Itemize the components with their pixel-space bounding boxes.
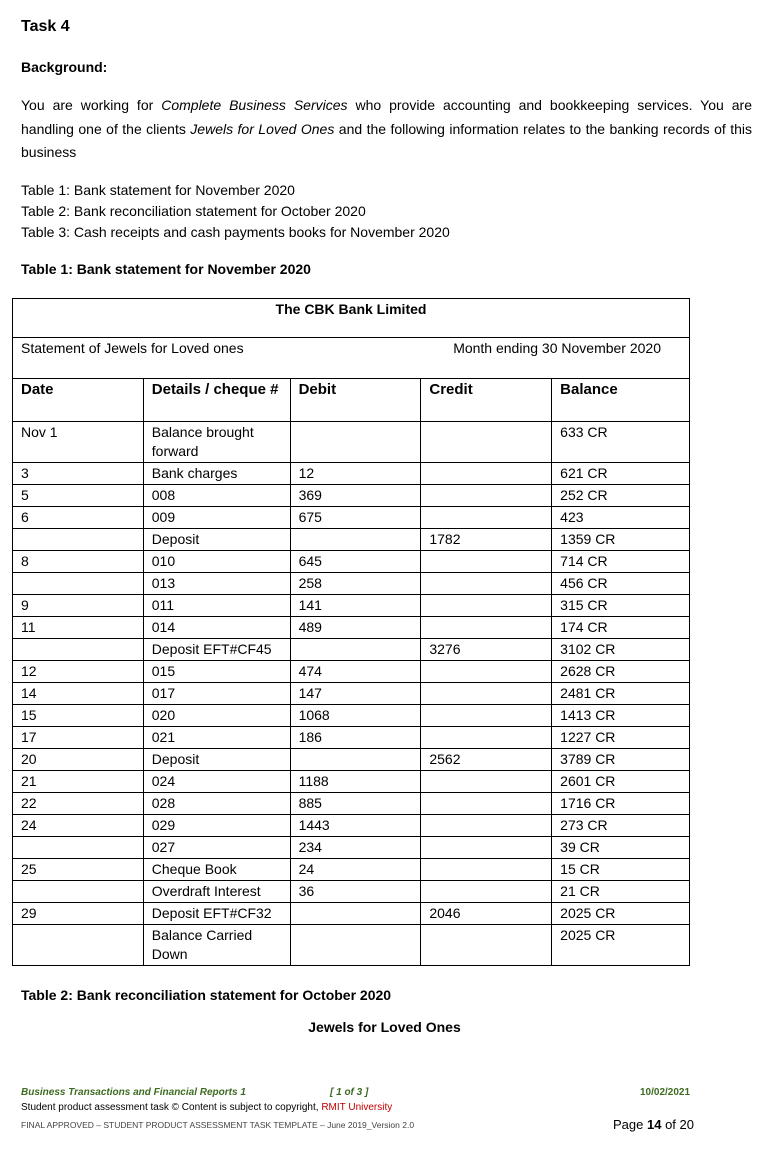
table-cell (290, 925, 421, 966)
table-list (21, 180, 450, 243)
table-cell: 8 (13, 551, 144, 573)
table-cell: 273 CR (552, 815, 690, 837)
table-row (13, 815, 690, 837)
column-header: Date (13, 379, 144, 422)
table-cell: 9 (13, 595, 144, 617)
table-cell (421, 859, 552, 881)
table-cell: 027 (143, 837, 290, 859)
table-cell: Deposit EFT#CF32 (143, 903, 290, 925)
table-cell: 1413 CR (552, 705, 690, 727)
table-cell: 24 (290, 859, 421, 881)
table-list-item: Table 1: Bank statement for November 2020 (21, 182, 295, 198)
table-cell: Bank charges (143, 463, 290, 485)
table-cell (421, 925, 552, 966)
table-cell: Deposit EFT#CF45 (143, 639, 290, 661)
table-cell: 315 CR (552, 595, 690, 617)
table-cell (421, 815, 552, 837)
table-cell: Overdraft Interest (143, 881, 290, 903)
table-cell: Nov 1 (13, 422, 144, 463)
table-cell: 1443 (290, 815, 421, 837)
table-row (13, 705, 690, 727)
table-cell (421, 683, 552, 705)
table-cell (13, 881, 144, 903)
table-cell (421, 507, 552, 529)
table-cell (421, 573, 552, 595)
table-cell: 885 (290, 793, 421, 815)
table-cell: 5 (13, 485, 144, 507)
table-cell: 234 (290, 837, 421, 859)
table-cell: 029 (143, 815, 290, 837)
table-cell: 1782 (421, 529, 552, 551)
table-cell: 39 CR (552, 837, 690, 859)
table-cell: 25 (13, 859, 144, 881)
table-row (13, 771, 690, 793)
task-title: Task 4 (21, 18, 70, 35)
table1-title: Table 1: Bank statement for November 2020 (21, 261, 311, 277)
table-cell: Balance brought forward (143, 422, 290, 463)
table-row (13, 463, 690, 485)
page-number: Page 14 of 20 (613, 1117, 694, 1132)
table-row (13, 727, 690, 749)
table-cell: 009 (143, 507, 290, 529)
month-ending: Month ending 30 November 2020 (453, 340, 661, 356)
table-cell (290, 422, 421, 463)
table-cell: 21 CR (552, 881, 690, 903)
table2-title: Table 2: Bank reconciliation statement for October 2020 (21, 987, 392, 1003)
table-cell: 1716 CR (552, 793, 690, 815)
table-cell: 3276 (421, 639, 552, 661)
table-cell: 021 (143, 727, 290, 749)
table-cell (13, 837, 144, 859)
table-cell (13, 529, 144, 551)
table2-subtitle: Jewels for Loved Ones (308, 1019, 461, 1035)
table-row (13, 661, 690, 683)
column-header: Credit (421, 379, 552, 422)
table-cell: 1068 (290, 705, 421, 727)
table-row (13, 422, 690, 463)
table-row (13, 683, 690, 705)
table-cell: 29 (13, 903, 144, 925)
table-cell (421, 793, 552, 815)
table-cell: 2562 (421, 749, 552, 771)
table-cell: 6 (13, 507, 144, 529)
table-cell: 22 (13, 793, 144, 815)
statement-header (13, 338, 690, 379)
table-cell (421, 617, 552, 639)
table-row (13, 595, 690, 617)
table-cell (421, 771, 552, 793)
bank-name: The CBK Bank Limited (13, 299, 690, 338)
table-cell: 020 (143, 705, 290, 727)
table-cell: 028 (143, 793, 290, 815)
table-cell (421, 705, 552, 727)
table-cell: 008 (143, 485, 290, 507)
table-cell (13, 573, 144, 595)
table-row (13, 617, 690, 639)
table-cell: 015 (143, 661, 290, 683)
table-cell: Deposit (143, 529, 290, 551)
table-cell (421, 837, 552, 859)
table-cell: 024 (143, 771, 290, 793)
table-row (13, 551, 690, 573)
table-cell: 3 (13, 463, 144, 485)
table-cell: 2025 CR (552, 903, 690, 925)
table-cell (421, 881, 552, 903)
table-cell: Balance Carried Down (143, 925, 290, 966)
table-cell (421, 661, 552, 683)
table-cell: 36 (290, 881, 421, 903)
table-cell: 714 CR (552, 551, 690, 573)
background-paragraph: You are working for Complete Business Services who provide accounting and bookkeeping services. You are handling one of the clients Jewels for Loved Ones and the following information relates to the banking records of this business (21, 97, 753, 160)
table-row (13, 639, 690, 661)
footer-course: Business Transactions and Financial Reports 1 (21, 1087, 246, 1098)
table-cell: 369 (290, 485, 421, 507)
table-cell: 2481 CR (552, 683, 690, 705)
table-cell (290, 903, 421, 925)
table-cell: 24 (13, 815, 144, 837)
column-header: Details / cheque # (143, 379, 290, 422)
footer-section-page: [ 1 of 3 ] (330, 1087, 369, 1098)
table-cell: 12 (13, 661, 144, 683)
table-cell: 20 (13, 749, 144, 771)
table-cell: 14 (13, 683, 144, 705)
background-heading: Background: (21, 59, 108, 75)
table-cell: 147 (290, 683, 421, 705)
table-cell (421, 727, 552, 749)
table-cell: 423 (552, 507, 690, 529)
table-list-item: Table 2: Bank reconciliation statement for October 2020 (21, 203, 366, 219)
footer-copyright: Student product assessment task © Content is subject to copyright, RMIT University (21, 1102, 393, 1113)
table-cell: 2046 (421, 903, 552, 925)
table-cell: 186 (290, 727, 421, 749)
table-cell: 252 CR (552, 485, 690, 507)
table-cell: 174 CR (552, 617, 690, 639)
statement-of: Statement of Jewels for Loved ones (21, 340, 244, 356)
table-cell: 1188 (290, 771, 421, 793)
table-cell: 2601 CR (552, 771, 690, 793)
table-row (13, 749, 690, 771)
table-cell: 3102 CR (552, 639, 690, 661)
table-row (13, 837, 690, 859)
table-row (13, 573, 690, 595)
table-cell: Cheque Book (143, 859, 290, 881)
table-cell: 15 (13, 705, 144, 727)
table-cell: 2025 CR (552, 925, 690, 966)
table-cell: 141 (290, 595, 421, 617)
table-cell: 474 (290, 661, 421, 683)
table-cell: 12 (290, 463, 421, 485)
table-cell (421, 422, 552, 463)
table-cell (13, 925, 144, 966)
table-row (13, 881, 690, 903)
table-cell: 11 (13, 617, 144, 639)
table-cell: 621 CR (552, 463, 690, 485)
table-row (13, 859, 690, 881)
table-cell: 15 CR (552, 859, 690, 881)
table-cell: 1227 CR (552, 727, 690, 749)
table-row (13, 925, 690, 966)
table-cell: 017 (143, 683, 290, 705)
table-row (13, 485, 690, 507)
table-cell: 633 CR (552, 422, 690, 463)
table-cell (290, 639, 421, 661)
table-cell: 456 CR (552, 573, 690, 595)
table-cell: 2628 CR (552, 661, 690, 683)
table-row (13, 903, 690, 925)
footer-date: 10/02/2021 (640, 1087, 691, 1098)
table-cell: 258 (290, 573, 421, 595)
table-cell: 21 (13, 771, 144, 793)
table-row (13, 507, 690, 529)
column-header: Debit (290, 379, 421, 422)
table-row (13, 529, 690, 551)
table-cell: 013 (143, 573, 290, 595)
company-name: Complete Business Services (161, 97, 348, 113)
table-header-row (13, 379, 690, 422)
table-cell (290, 529, 421, 551)
table-cell: 489 (290, 617, 421, 639)
table-cell: 17 (13, 727, 144, 749)
bank-statement-table (12, 298, 690, 966)
table-cell (13, 639, 144, 661)
table-cell (290, 749, 421, 771)
table-cell (421, 485, 552, 507)
table-row (13, 793, 690, 815)
table-cell (421, 551, 552, 573)
column-header: Balance (552, 379, 690, 422)
table-cell: 675 (290, 507, 421, 529)
client-name: Jewels for Loved Ones (190, 120, 335, 137)
table-cell (421, 595, 552, 617)
table-cell: 010 (143, 551, 290, 573)
rmit-link: RMIT University (321, 1102, 393, 1113)
table-cell (421, 463, 552, 485)
table-cell: 014 (143, 617, 290, 639)
table-cell: 3789 CR (552, 749, 690, 771)
table-cell: Deposit (143, 749, 290, 771)
table-cell: 645 (290, 551, 421, 573)
table-cell: 011 (143, 595, 290, 617)
table-list-item: Table 3: Cash receipts and cash payments books for November 2020 (21, 224, 450, 240)
table-cell: 1359 CR (552, 529, 690, 551)
footer-template-note: FINAL APPROVED – STUDENT PRODUCT ASSESSMENT TASK TEMPLATE – June 2019_Version 2.0 (21, 1120, 415, 1130)
